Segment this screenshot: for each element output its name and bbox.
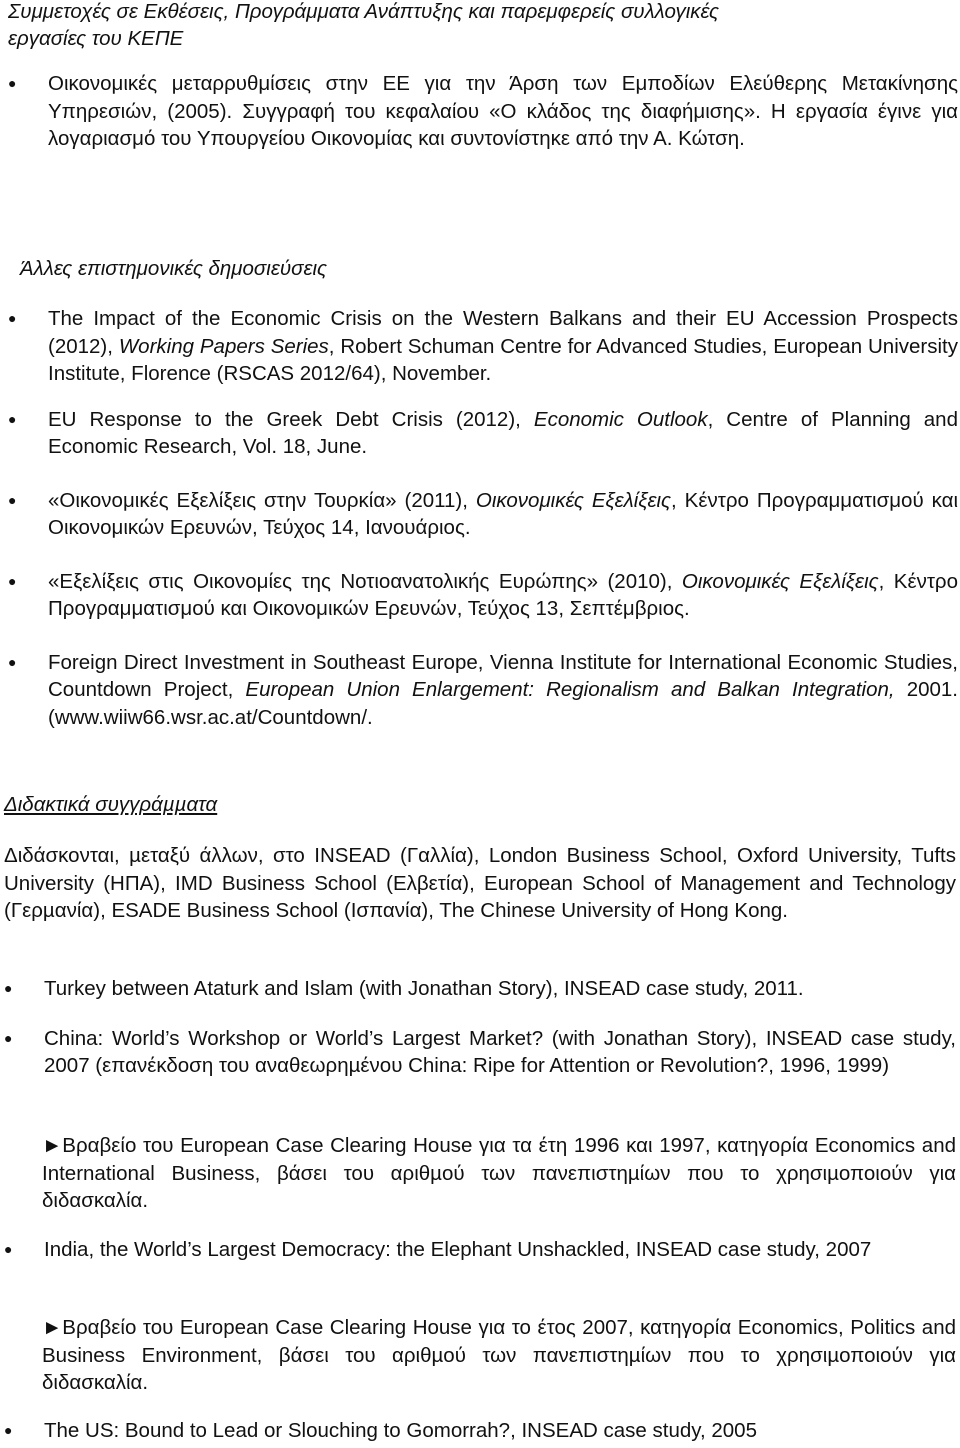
section-heading-publications: Άλλες επιστημονικές δημοσιεύσεις bbox=[20, 257, 327, 280]
list-item: ● The Impact of the Economic Crisis on the Western Balkans and their EU Accession Prospects (2012), Working Papers Series, Robert Schuman Centre for Advanced Studies, European University Institute, Florence (RSCAS 2012/64), November. bbox=[8, 307, 958, 385]
teaching-intro: Διδάσκονται, µεταξύ άλλων, στο INSEAD (Γαλλία), London Business School, Oxford University, Tufts University (ΗΠΑ), IMD Business School (Ελβετία), European School of Management and Technology (Γερµανία), ESADE Business School (Ισπανία), The Chinese University of Hong Kong. bbox=[4, 844, 956, 922]
bullet-icon: ● bbox=[8, 310, 17, 326]
bullet-icon: ● bbox=[4, 1422, 13, 1438]
bullet-icon: ● bbox=[8, 410, 17, 427]
heading-line-1: Συμμετοχές σε Εκθέσεις, Προγράμματα Ανάπτυξης και παρεμφερείς συλλογικές bbox=[8, 0, 719, 23]
list-item bbox=[8, 70, 958, 153]
case-studies-list bbox=[4, 975, 956, 1097]
bullet-icon: ● bbox=[4, 980, 13, 996]
participation-list bbox=[8, 70, 958, 153]
list-item: ● «Οικονομικές Εξελίξεις στην Τουρκία» (2011), Οικονομικές Εξελίξεις, Κέντρο Προγραμματισμού και Οικονομικών Ερευνών, Τεύχος 14, Ιανουάριος. bbox=[8, 488, 958, 539]
section-heading-participation bbox=[8, 0, 958, 52]
bullet-icon: ● bbox=[8, 75, 17, 91]
award-note: ►Βραβείο του European Case Clearing House για το έτος 2007, κατηγορία Economics, Politics and Business Environment, βάσει του αριθµού των πανεπιστηµίων που το χρησιµοποιούν για διδασκαλία. bbox=[42, 1316, 956, 1394]
list-item: ● Turkey between Ataturk and Islam (with Jonathan Story), INSEAD case study, 2011. bbox=[4, 975, 956, 1003]
bullet-icon: ● bbox=[4, 1029, 13, 1046]
award-note: ►Βραβείο του European Case Clearing House για τα έτη 1996 και 1997, κατηγορία Economics and International Business, βάσει του αριθµού των πανεπιστηµίων που το χρησιµοποιούν για διδασκαλία. bbox=[42, 1134, 956, 1212]
list-item: ● «Εξελίξεις στις Οικονομίες της Νοτιοανατολικής Ευρώπης» (2010), Οικονομικές Εξελίξεις, Κέντρο Προγραμματισμού και Οικονομικών Ερευνών, Τεύχος 13, Σεπτέμβριος. bbox=[8, 569, 958, 620]
case-studies-list-3 bbox=[4, 1417, 956, 1445]
item-text: Οικονομικές μεταρρυθμίσεις στην ΕΕ για την Άρση των Εμποδίων Ελεύθερης Μετακίνησης Υπηρεσιών, (2005). Συγγραφή του κεφαλαίου «Ο κλάδος της διαφήμισης». Η εργασία έγινε για λογαριασμό του Υπουργείου Οικονομίας και συντονίστηκε από την Α. Κώτση. bbox=[48, 72, 958, 150]
heading-line-2: εργασίες του ΚΕΠΕ bbox=[8, 27, 184, 50]
bullet-icon: ● bbox=[4, 1241, 13, 1257]
bullet-icon: ● bbox=[8, 572, 17, 589]
publications-list bbox=[8, 305, 958, 731]
bullet-icon: ● bbox=[8, 653, 17, 670]
list-item: ● China: World’s Workshop or World’s Largest Market? (with Jonathan Story), INSEAD case study, 2007 (επανέκδοση του αναθεωρηµένου China: Ripe for Attention or Revolution?, 1996, 1999) bbox=[4, 1026, 956, 1077]
section-heading-teaching: Διδακτικά συγγράµµατα bbox=[4, 793, 218, 816]
list-item: ● EU Response to the Greek Debt Crisis (2012), Economic Outlook, Centre of Planning and Economic Research, Vol. 18, June. bbox=[8, 407, 958, 458]
case-studies-list-2 bbox=[4, 1236, 956, 1264]
list-item: ● The US: Bound to Lead or Slouching to Gomorrah?, INSEAD case study, 2005 bbox=[4, 1417, 956, 1445]
list-item: ● Foreign Direct Investment in Southeast Europe, Vienna Institute for International Economic Studies, Countdown Project, European Union Enlargement: Regionalism and Balkan Integration, 2001. (www.wiiw66.wsr.ac.at/Countdown/. bbox=[8, 650, 959, 729]
list-item: ● India, the World’s Largest Democracy: the Elephant Unshackled, INSEAD case study, 2007 bbox=[4, 1236, 956, 1264]
bullet-icon: ● bbox=[8, 491, 17, 508]
section-participation bbox=[8, 0, 958, 52]
